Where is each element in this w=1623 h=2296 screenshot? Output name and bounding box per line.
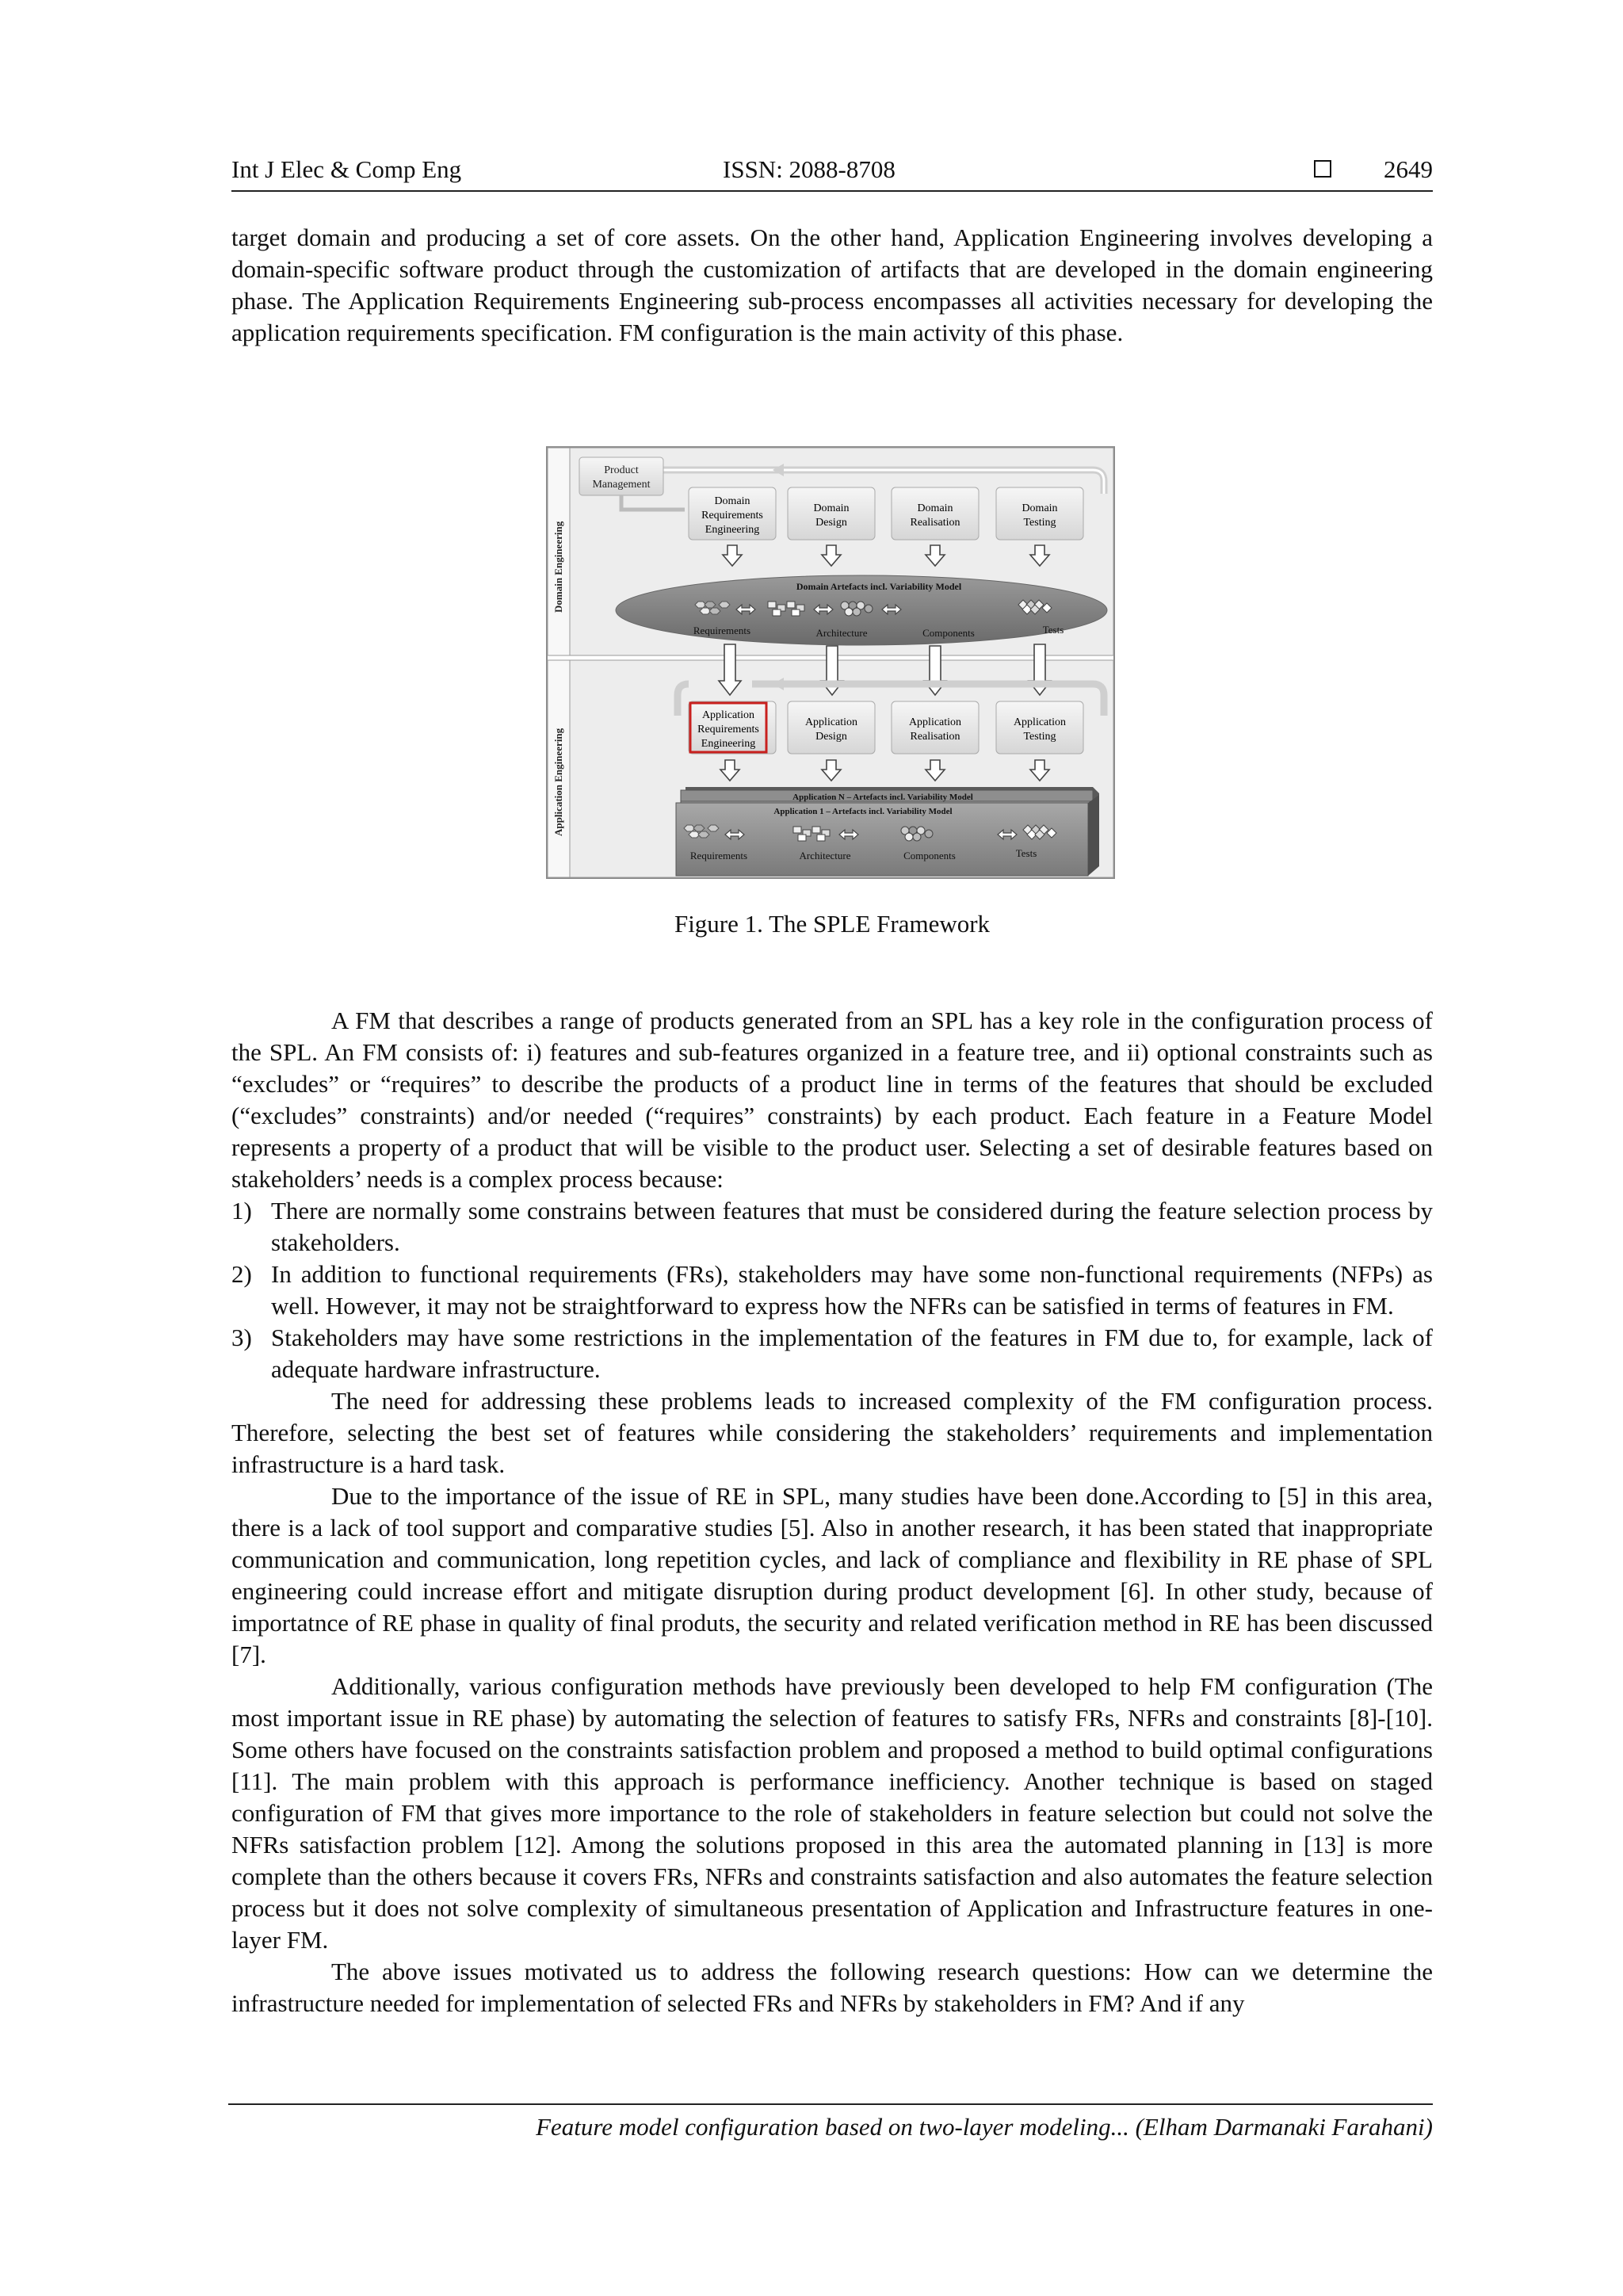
running-header: [231, 155, 1433, 192]
domain-realisation-line-2: Realisation: [910, 517, 960, 529]
paragraph: The need for addressing these problems leads to increased complexity of the FM configuration process. Therefore, selecting the best set of features while considering the stakeholders’ requirements and implementation infrastructure is a hard task.: [231, 1387, 1433, 1478]
domain-design-line-2: Design: [815, 517, 847, 529]
app-req-line-3: Engineering: [701, 738, 756, 750]
issn: ISSN: 2088-8708: [723, 155, 896, 183]
list-item: [231, 1322, 1433, 1385]
domain-testing-line-1: Domain: [1022, 502, 1058, 514]
list-text: Stakeholders may have some restrictions in the implementation of the features in FM due to, for example, lack of adequate hardware infrastructure.: [271, 1324, 1433, 1383]
checkbox-glyph-icon: [1314, 160, 1331, 178]
list-number: 2): [231, 1260, 252, 1288]
intro-section: [231, 222, 1433, 349]
app-testing-line-2: Testing: [1023, 731, 1056, 743]
domain-design-line-1: Domain: [813, 502, 850, 514]
journal-name: Int J Elec & Comp Eng: [231, 155, 462, 183]
issue-list: [231, 1195, 1433, 1385]
app-realisation-line-1: Application: [908, 716, 962, 728]
figure-caption: Figure 1. The SPLE Framework: [674, 910, 991, 938]
domain-label-components: Components: [922, 627, 975, 639]
running-footer: Feature model configuration based on two-layer modeling... (Elham Darmanaki Farahani): [536, 2113, 1433, 2141]
product-management-label-1: Product: [604, 464, 639, 476]
domain-label-requirements: Requirements: [693, 625, 751, 636]
list-text: In addition to functional requirements (FRs), stakeholders may have some non-functional requirements (NFPs) as well. However, it may not be straightforward to express how the NFRs can be satisfied in terms of features in FM.: [271, 1260, 1433, 1320]
footer-rule: [228, 2103, 1433, 2105]
app-realisation-line-2: Realisation: [910, 731, 960, 743]
app-design-line-1: Application: [804, 716, 858, 728]
domain-req-line-1: Domain: [714, 495, 750, 507]
product-management-label-2: Management: [592, 479, 651, 491]
domain-artefacts-title: Domain Artefacts incl. Variability Model: [796, 581, 962, 592]
list-item: [231, 1259, 1433, 1322]
paragraph: Additionally, various configuration methods have previously been developed to help FM configuration (The most important issue in RE phase) by automating the selection of features to satisfy FRs, NFRs and constraints [8]-[10]. Some others have focused on the constraints satisfaction problem and proposed a method to build optimal configurations [11]. The main problem with this approach is performance inefficiency. Another technique is based on staged configuration of FM that gives more importance to the role of stakeholders in feature selection but could not solve the NFRs satisfaction problem [12]. Among the solutions proposed in this area the automated planning in [13] is more complete than the others because it covers FRs, NFRs and constraints satisfaction and also automates the feature selection process but it does not solve complexity of simultaneous presentation of Application and Infrastructure features in one-layer FM.: [231, 1672, 1433, 1954]
application-engineering-label: Application Engineering: [552, 728, 564, 836]
domain-engineering-label: Domain Engineering: [552, 521, 564, 613]
app-req-line-1: Application: [701, 709, 755, 721]
paragraph: A FM that describes a range of products generated from an SPL has a key role in the configuration process of the SPL. An FM consists of: i) features and sub-features organized in a feature tree, and ii) optional constraints such as “excludes” or “requires” to describe the products of a product line in terms of the features that should be excluded (“excludes” constraints) and/or needed (“requires” constraints) by each product. Each feature in a Feature Model represents a property of a product that will be visible to the product user. Selecting a set of desirable features based on stakeholders’ needs is a complex process because:: [231, 1007, 1433, 1193]
app-label-components: Components: [903, 850, 956, 861]
app-design-line-2: Design: [815, 731, 847, 743]
domain-req-line-2: Requirements: [701, 510, 763, 521]
application-1-title: Application 1 – Artefacts incl. Variability Model: [773, 807, 953, 816]
figure-1: [546, 446, 1115, 879]
page-number: 2649: [1384, 155, 1433, 183]
domain-label-architecture: Architecture: [815, 627, 868, 639]
app-label-tests: Tests: [1015, 847, 1037, 859]
domain-label-tests: Tests: [1042, 624, 1064, 636]
app-label-requirements: Requirements: [689, 850, 748, 861]
body-section: [231, 1005, 1433, 2019]
domain-req-line-3: Engineering: [705, 524, 760, 536]
paragraph: The above issues motivated us to address the following research questions: How can we determine the infrastructure needed for implementation of selected FRs and NFRs by stakeholders in FM? And if any: [231, 1958, 1433, 2017]
app-testing-line-1: Application: [1013, 716, 1067, 728]
list-number: 3): [231, 1324, 252, 1351]
list-number: 1): [231, 1197, 252, 1224]
app-req-line-2: Requirements: [697, 724, 759, 735]
paragraph: Due to the importance of the issue of RE in SPL, many studies have been done.According to [5] in this area, there is a lack of tool support and comparative studies [5]. Also in another research, it has been stated that inappropriate communication and communication, long repetition cycles, and lack of compliance and flexibility in RE phase of SPL engineering could increase effort and mitigate disruption during product development [6]. In other study, because of importatnce of RE phase in quality of final produts, the security and related verification method in RE has been discussed [7].: [231, 1482, 1433, 1668]
list-item: [231, 1195, 1433, 1259]
domain-realisation-line-1: Domain: [917, 502, 953, 514]
list-text: There are normally some constrains between features that must be considered during the feature selection process by stakeholders.: [271, 1197, 1433, 1256]
domain-testing-line-2: Testing: [1023, 517, 1056, 529]
intro-paragraph: target domain and producing a set of core assets. On the other hand, Application Engineering involves developing a domain-specific software product through the customization of artifacts that are developed in the domain engineering phase. The Application Requirements Engineering sub-process encompasses all activities necessary for developing the application requirements specification. FM configuration is the main activity of this phase.: [231, 223, 1433, 346]
application-n-title: Application N – Artefacts incl. Variability Model: [792, 793, 973, 802]
app-label-architecture: Architecture: [799, 850, 851, 861]
